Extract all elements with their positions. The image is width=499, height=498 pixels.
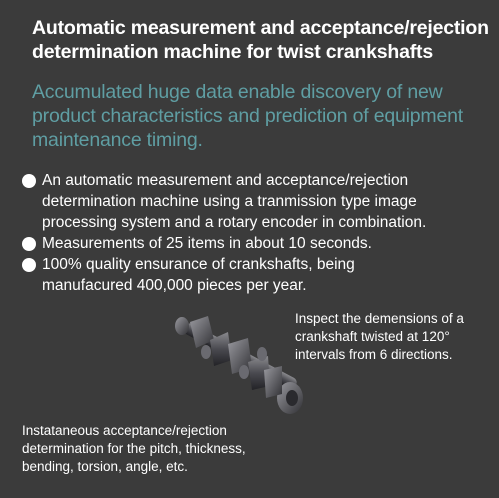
feature-item xyxy=(22,170,492,233)
title-line: determination machine for twist crankshafts xyxy=(32,41,433,63)
feature-line: Measurements of 25 items in about 10 seconds. xyxy=(42,235,372,252)
feature-line: determination machine using a tranmission type image xyxy=(42,193,417,210)
determination-caption xyxy=(22,422,282,476)
feature-line: manufacured 400,000 pieces per year. xyxy=(42,277,307,294)
inspection-caption xyxy=(295,310,495,364)
feature-item xyxy=(22,233,492,254)
feature-line: processing system and a rotary encoder in combination. xyxy=(42,214,427,231)
bullet-icon xyxy=(22,237,36,251)
feature-list xyxy=(22,170,492,296)
feature-line: 100% quality ensurance of crankshafts, being xyxy=(42,256,355,273)
caption-line: crankshaft twisted at 120° xyxy=(295,329,450,344)
feature-line: An automatic measurement and acceptance/rejection xyxy=(42,172,409,189)
caption-line: bending, torsion, angle, etc. xyxy=(22,459,188,474)
subtitle xyxy=(32,80,494,152)
bullet-icon xyxy=(22,174,36,188)
crankshaft-image xyxy=(160,310,310,420)
feature-item xyxy=(22,254,492,296)
caption-line: Inspect the demensions of a xyxy=(295,311,464,326)
bullet-icon xyxy=(22,258,36,272)
caption-line: Instataneous acceptance/rejection xyxy=(22,423,227,438)
caption-line: intervals from 6 directions. xyxy=(295,347,453,362)
caption-line: determination for the pitch, thickness, xyxy=(22,441,246,456)
subtitle-line: product characteristics and prediction of equipment xyxy=(32,105,463,127)
title-line: Automatic measurement and acceptance/rejection xyxy=(32,17,489,39)
subtitle-line: maintenance timing. xyxy=(32,129,203,151)
page-title xyxy=(32,16,492,64)
subtitle-line: Accumulated huge data enable discovery of new xyxy=(32,81,443,103)
